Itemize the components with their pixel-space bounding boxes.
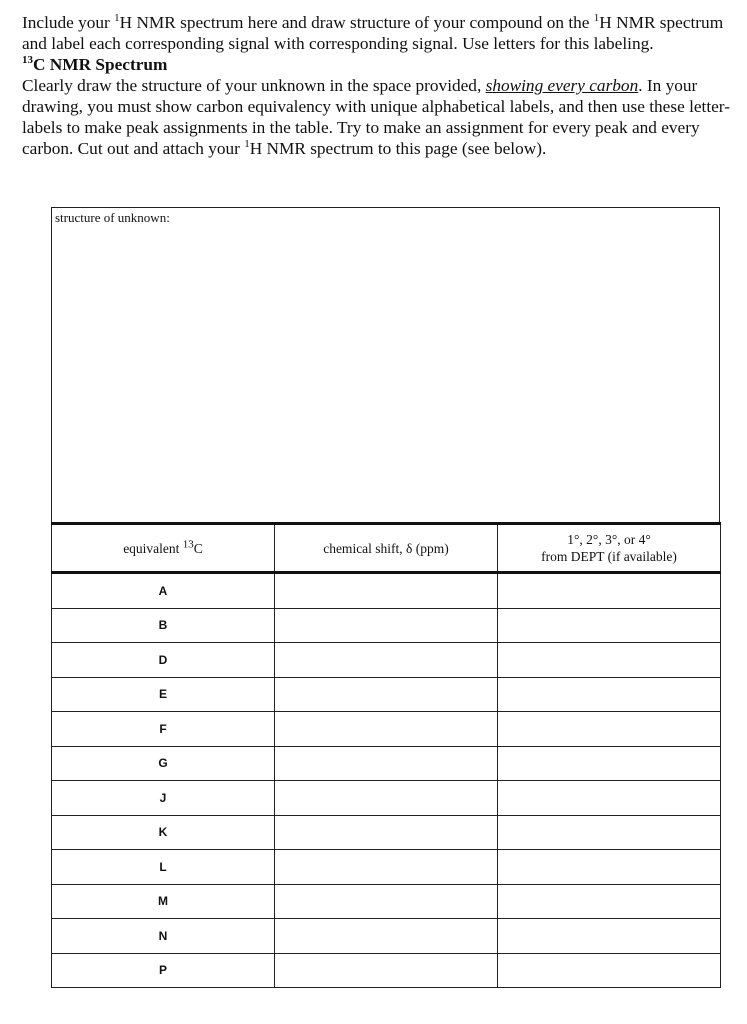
- structure-drawing-area[interactable]: [51, 207, 720, 523]
- carbon-label-cell: F: [52, 712, 275, 747]
- chemical-shift-cell[interactable]: [275, 815, 498, 850]
- section-heading: $^{13}$C NMR Spectrum: [22, 54, 168, 74]
- carbon-label-cell: L: [52, 850, 275, 885]
- chemical-shift-cell[interactable]: [275, 643, 498, 678]
- dept-cell[interactable]: [498, 884, 721, 919]
- table-row: [52, 953, 721, 988]
- carbon-label-cell: G: [52, 746, 275, 781]
- instructions-block: [22, 12, 734, 159]
- table-row: [52, 643, 721, 678]
- chemical-shift-cell[interactable]: [275, 781, 498, 816]
- chemical-shift-cell[interactable]: [275, 746, 498, 781]
- table-row: [52, 850, 721, 885]
- chemical-shift-cell[interactable]: [275, 573, 498, 609]
- table-row: [52, 746, 721, 781]
- instruction-paragraph: Clearly draw the structure of your unknown in the space provided, showing every carbon. In your drawing, you must show carbon equivalency with unique alphabetical labels, and then use these letter-labels to make peak assignments in the table. Try to make an assignment for every peak and every carbon. Cut out and attach your $^1$H NMR spectrum to this page (see below).: [22, 76, 730, 158]
- chemical-shift-cell[interactable]: [275, 677, 498, 712]
- carbon-label-cell: P: [52, 953, 275, 988]
- dept-cell[interactable]: [498, 953, 721, 988]
- chemical-shift-cell[interactable]: [275, 919, 498, 954]
- table-row: [52, 608, 721, 643]
- header-equivalent-carbon: equivalent $^{13}$C: [52, 524, 275, 573]
- dept-cell[interactable]: [498, 919, 721, 954]
- dept-cell[interactable]: [498, 677, 721, 712]
- dept-cell[interactable]: [498, 815, 721, 850]
- table-header-row: [52, 524, 721, 573]
- table-row: [52, 815, 721, 850]
- table-row: [52, 712, 721, 747]
- carbon-assignment-table: [51, 522, 721, 988]
- dept-cell[interactable]: [498, 712, 721, 747]
- chemical-shift-cell[interactable]: [275, 884, 498, 919]
- carbon-label-cell: N: [52, 919, 275, 954]
- carbon-label-cell: A: [52, 573, 275, 609]
- chemical-shift-cell[interactable]: [275, 953, 498, 988]
- table-row: [52, 677, 721, 712]
- table-row: [52, 884, 721, 919]
- table-row: [52, 573, 721, 609]
- header-chemical-shift: chemical shift, δ (ppm): [275, 524, 498, 573]
- dept-cell[interactable]: [498, 850, 721, 885]
- chemical-shift-cell[interactable]: [275, 712, 498, 747]
- chemical-shift-cell[interactable]: [275, 850, 498, 885]
- table-row: [52, 781, 721, 816]
- table-row: [52, 919, 721, 954]
- dept-cell[interactable]: [498, 746, 721, 781]
- carbon-label-cell: K: [52, 815, 275, 850]
- carbon-label-cell: M: [52, 884, 275, 919]
- intro-paragraph: Include your $^1$H NMR spectrum here and draw structure of your compound on the $^1$H NMR spectrum and label each corresponding signal with corresponding signal. Use letters for this labeling.: [22, 12, 724, 53]
- dept-cell[interactable]: [498, 573, 721, 609]
- carbon-label-cell: E: [52, 677, 275, 712]
- dept-cell[interactable]: [498, 643, 721, 678]
- structure-box-label: structure of unknown:: [55, 210, 170, 225]
- chemical-shift-cell[interactable]: [275, 608, 498, 643]
- carbon-label-cell: J: [52, 781, 275, 816]
- header-dept: 1°, 2°, 3°, or 4° from DEPT (if available): [498, 524, 721, 573]
- dept-cell[interactable]: [498, 608, 721, 643]
- carbon-label-cell: D: [52, 643, 275, 678]
- carbon-label-cell: B: [52, 608, 275, 643]
- dept-cell[interactable]: [498, 781, 721, 816]
